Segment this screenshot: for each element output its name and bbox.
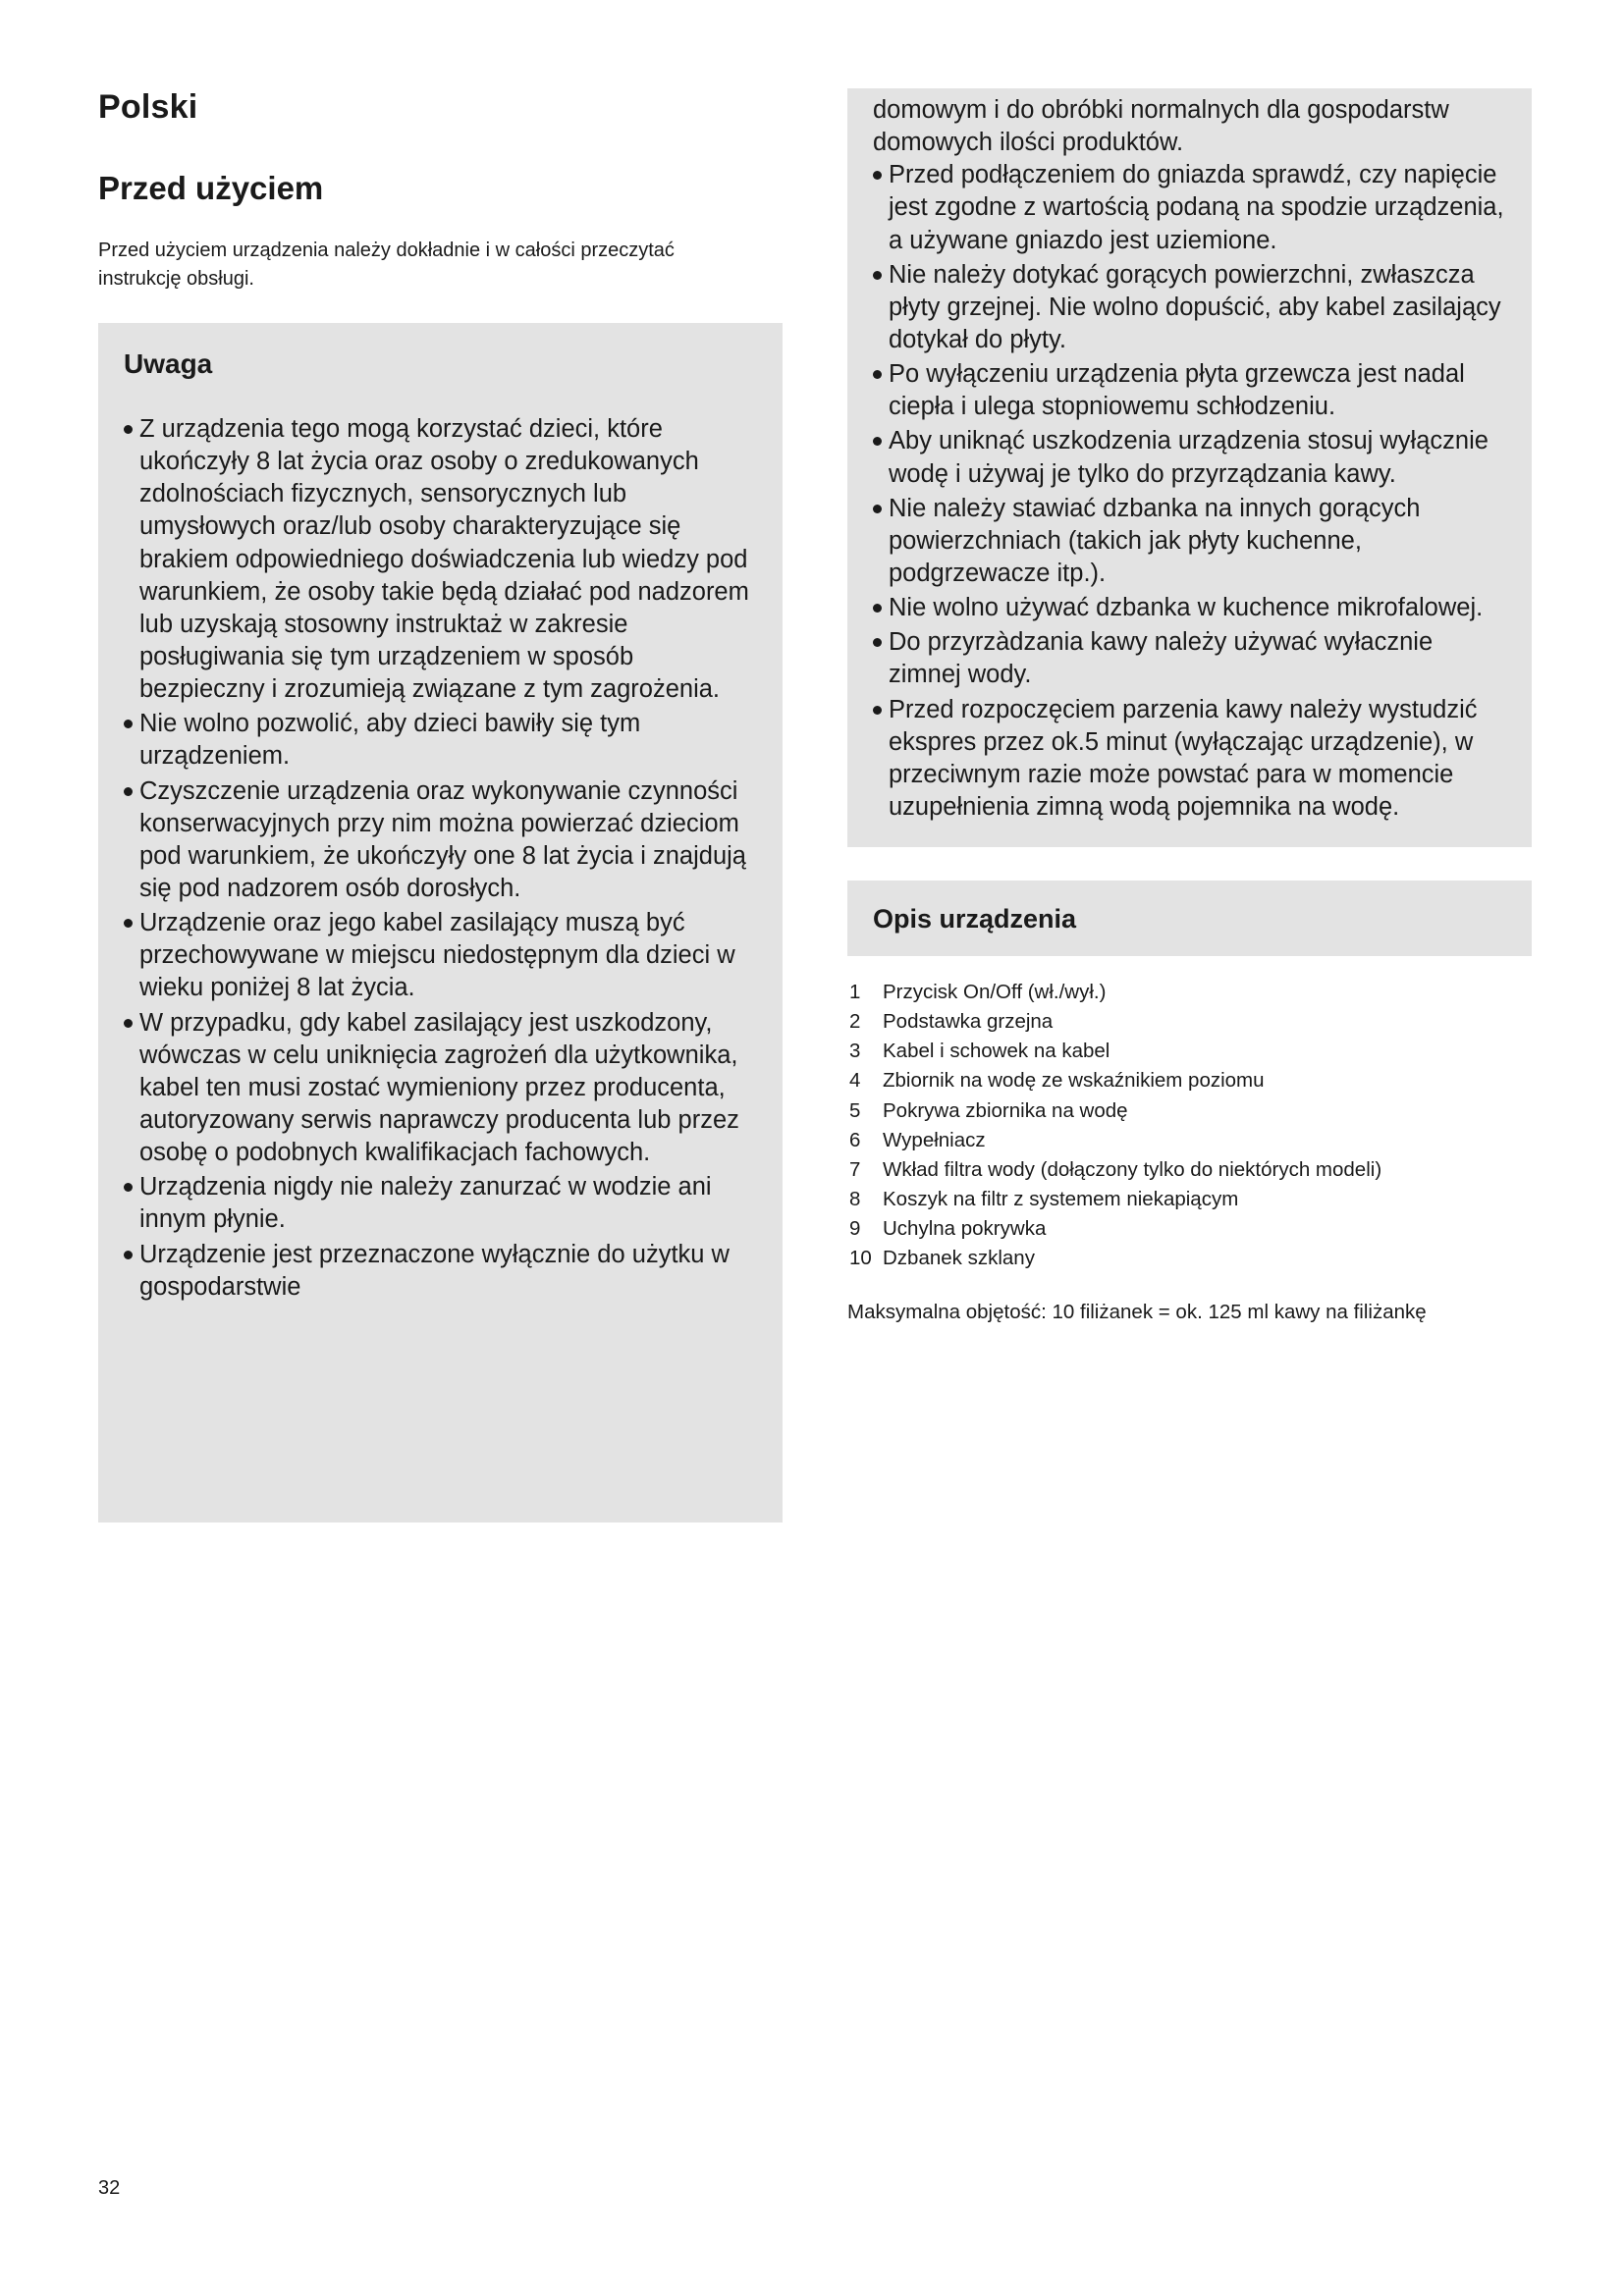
list-item: Urządzenia nigdy nie należy zanurzać w wodzie ani innym płynie. <box>124 1171 757 1236</box>
two-column-layout <box>98 88 1532 1522</box>
list-item: Nie należy stawiać dzbanka na innych gorących powierzchniach (takich jak płyty kuchenne, podgrzewacze itp.). <box>873 493 1506 590</box>
part-label: Koszyk na filtr z systemem niekapiącym <box>883 1187 1239 1210</box>
part-number: 6 <box>849 1128 861 1151</box>
parts-box-header <box>847 881 1532 956</box>
list-item: Po wyłączeniu urządzenia płyta grzewcza jest nadal ciepła i ulega stopniowemu schłodzeniu. <box>873 358 1506 423</box>
list-item: Urządzenie oraz jego kabel zasilający muszą być przechowywane w miejscu niedostępnym dla dzieci w wieku poniżej 8 lat życia. <box>124 907 757 1004</box>
list-item <box>849 1007 1532 1036</box>
part-number: 9 <box>849 1216 861 1240</box>
part-label: Uchylna pokrywka <box>883 1216 1047 1240</box>
section-heading: Przed użyciem <box>98 170 324 206</box>
list-item: W przypadku, gdy kabel zasilający jest uszkodzony, wówczas w celu uniknięcia zagrożeń dla użytkownika, kabel ten musi zostać wymieniony przez producenta, autoryzowany serwis naprawczy producenta lub przez osobę o podobnych kwalifikacjach fachowych. <box>124 1007 757 1170</box>
list-item <box>849 1214 1532 1243</box>
part-number: 3 <box>849 1040 861 1063</box>
part-label: Kabel i schowek na kabel <box>883 1040 1110 1063</box>
part-number: 8 <box>849 1187 861 1210</box>
part-label: Podstawka grzejna <box>883 1010 1054 1034</box>
page-number: 32 <box>98 2177 121 2199</box>
part-number: 7 <box>849 1157 861 1181</box>
parts-note: Maksymalna objętość: 10 filiżanek = ok. 125 ml kawy na filiżankę <box>847 1301 1427 1324</box>
list-item <box>849 978 1532 1006</box>
part-label: Wkład filtra wody (dołączony tylko do niektórych modeli) <box>883 1157 1382 1181</box>
list-item: Nie wolno pozwolić, aby dzieci bawiły się tym urządzeniem. <box>124 708 757 773</box>
intro-paragraph: Przed użyciem urządzenia należy dokładnie i w całości przeczytać instrukcję obsługi. <box>98 240 675 290</box>
list-item <box>849 1155 1532 1184</box>
part-label: Wypełniacz <box>883 1128 986 1151</box>
warning-box <box>98 323 783 1522</box>
parts-list <box>847 978 1532 1272</box>
list-item <box>849 1244 1532 1272</box>
warning-list <box>124 413 757 1304</box>
list-item: Nie wolno używać dzbanka w kuchence mikrofalowej. <box>873 592 1506 624</box>
list-item <box>849 1126 1532 1154</box>
list-item <box>849 1096 1532 1125</box>
warning-list-continued <box>873 159 1506 824</box>
part-label: Pokrywa zbiornika na wodę <box>883 1098 1128 1122</box>
left-column <box>98 88 783 1522</box>
part-number: 2 <box>849 1010 861 1034</box>
part-number: 5 <box>849 1098 861 1122</box>
parts-box-title: Opis urządzenia <box>873 904 1077 934</box>
warning-continuation-text: domowym i do obróbki normalnych dla gospodarstw domowych ilości produktów. <box>873 96 1449 157</box>
list-item: Nie należy dotykać gorących powierzchni, zwłaszcza płyty grzejnej. Nie wolno dopuścić, aby kabel zasilający dotykał do płyty. <box>873 259 1506 356</box>
part-number: 10 <box>849 1247 872 1270</box>
part-number: 1 <box>849 981 861 1004</box>
list-item: Z urządzenia tego mogą korzystać dzieci, które ukończyły 8 lat życia oraz osoby o zredukowanych zdolnościach fizycznych, sensorycznych lub umysłowych oraz/lub osoby charakteryzujące się brakiem odpowiedniego doświadczenia lub wiedzy pod warunkiem, że osoby takie będą działać pod nadzorem lub uzyskają stosowny instruktaż w zakresie posługiwania się tym urządzeniem w sposób bezpieczny i zrozumieją związane z tym zagrożenia. <box>124 413 757 706</box>
list-item: Przed rozpoczęciem parzenia kawy należy wystudzić ekspres przez ok.5 minut (wyłączając urządzenie), w przeciwnym razie może powstać para w momencie uzupełnienia zimną wodą pojemnika na wodę. <box>873 694 1506 825</box>
list-item: Do przyrzàdzania kawy należy używać wyłacznie zimnej wody. <box>873 626 1506 691</box>
part-label: Dzbanek szklany <box>883 1247 1035 1270</box>
language-heading: Polski <box>98 88 198 126</box>
list-item: Aby uniknąć uszkodzenia urządzenia stosuj wyłącznie wodę i używaj je tylko do przyrządzania kawy. <box>873 425 1506 490</box>
list-item <box>849 1066 1532 1095</box>
part-label: Zbiornik na wodę ze wskaźnikiem poziomu <box>883 1069 1265 1093</box>
list-item: Urządzenie jest przeznaczone wyłącznie do użytku w gospodarstwie <box>124 1239 757 1304</box>
list-item <box>849 1037 1532 1065</box>
part-label: Przycisk On/Off (wł./wył.) <box>883 981 1107 1004</box>
list-item: Czyszczenie urządzenia oraz wykonywanie czynności konserwacyjnych przy nim można powierzać dzieciom pod warunkiem, że ukończyły one 8 lat życia i znajdują się pod nadzorem osób dorosłych. <box>124 775 757 906</box>
warning-box-continued <box>847 88 1532 847</box>
list-item <box>849 1185 1532 1213</box>
warning-box-title: Uwaga <box>124 348 213 379</box>
list-item: Przed podłączeniem do gniazda sprawdź, czy napięcie jest zgodne z wartością podaną na spodzie urządzenia, a używane gniazdo jest uziemione. <box>873 159 1506 256</box>
right-column <box>847 88 1532 1522</box>
part-number: 4 <box>849 1069 861 1093</box>
